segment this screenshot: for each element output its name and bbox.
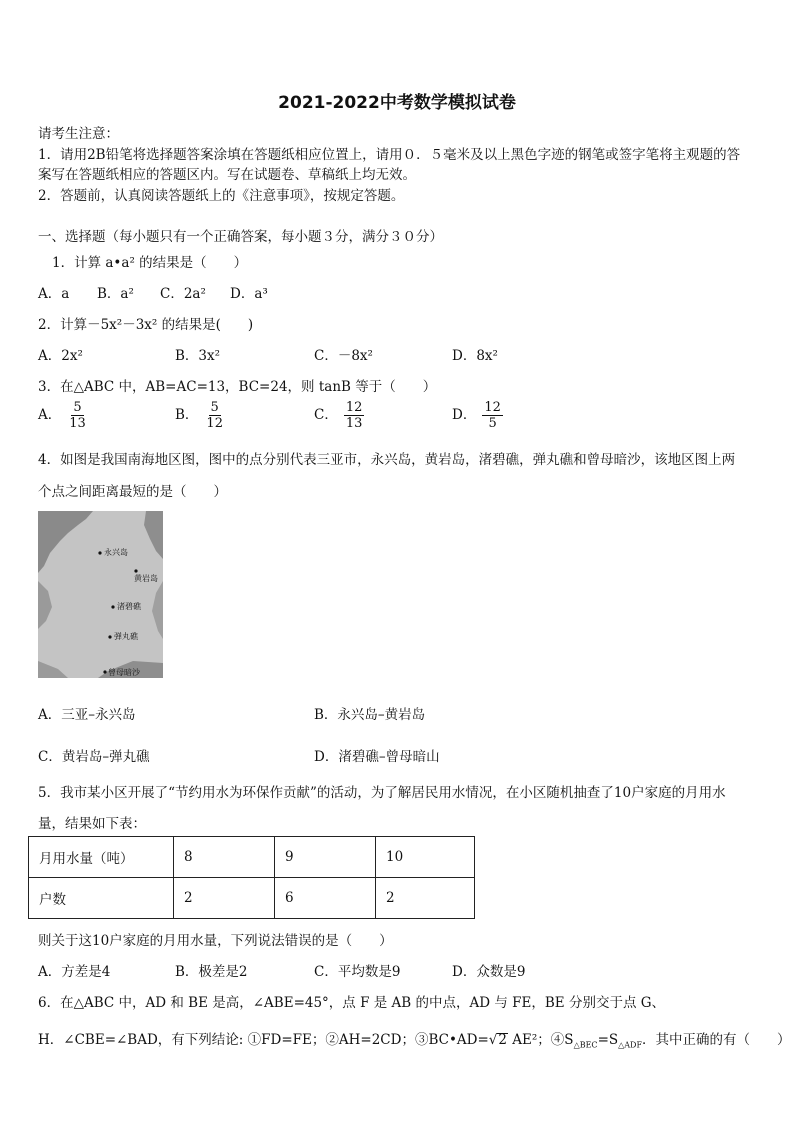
fraction: $\frac{5}{13}$ bbox=[69, 400, 86, 431]
q4-stem-line1: 4．如图是我国南海地区图，图中的点分别代表三亚市，永兴岛，黄岩岛，渚碧礁，弹丸礁和曾母暗沙，该地区图上两 bbox=[38, 452, 736, 468]
table-row bbox=[29, 878, 475, 919]
q3-option-c: C． $\frac{12}{13}$ bbox=[314, 400, 363, 431]
q4-option-a: A．三亚–永兴岛 bbox=[38, 707, 136, 723]
q1-stem: 1．计算 a•a² 的结果是（ ） bbox=[52, 255, 248, 271]
q4-stem-line2: 个点之间距离最短的是（ ） bbox=[38, 484, 227, 500]
fraction: $\frac{5}{12}$ bbox=[206, 400, 223, 431]
q1-option-a: A．a bbox=[38, 286, 70, 302]
q3-stem: 3．在△ABC 中，AB=AC=13，BC=24，则 tanB 等于（ ） bbox=[38, 379, 437, 395]
section-heading: 一、选择题（每小题只有一个正确答案，每小题３分，满分３０分） bbox=[38, 229, 443, 245]
table-cell: 6 bbox=[275, 878, 376, 919]
map-label-huangyan: 黄岩岛 bbox=[134, 574, 158, 583]
table-cell: 10 bbox=[376, 837, 475, 878]
q2-option-d: D．8x² bbox=[452, 348, 498, 364]
point-yongxing bbox=[98, 551, 101, 554]
table-cell: 2 bbox=[174, 878, 275, 919]
fraction: $\frac{12}{13}$ bbox=[345, 400, 363, 431]
q5-option-d: D．众数是9 bbox=[452, 964, 526, 980]
q2-option-b: B．3x² bbox=[175, 348, 221, 364]
south-china-sea-map bbox=[38, 511, 163, 678]
notice-line2: 2．答题前，认真阅读答题纸上的《注意事项》，按规定答题。 bbox=[38, 188, 405, 204]
table-cell: 8 bbox=[174, 837, 275, 878]
map-label-danwan: 弹丸礁 bbox=[114, 632, 138, 641]
table-cell: 9 bbox=[275, 837, 376, 878]
q1-option-d: D．a³ bbox=[230, 286, 268, 302]
sqrt-symbol: √ bbox=[488, 1032, 498, 1048]
q4-option-b: B．永兴岛–黄岩岛 bbox=[314, 707, 426, 723]
q4-option-d: D．渚碧礁–曾母暗山 bbox=[314, 749, 440, 765]
fraction: $\frac{12}{5}$ bbox=[484, 400, 501, 431]
map-label-zhubi: 渚碧礁 bbox=[117, 602, 141, 611]
q5-stem-line1: 5．我市某小区开展了“节约用水为环保作贡献”的活动，为了解居民用水情况，在小区随机抽查了10户家庭的月用水 bbox=[38, 785, 726, 801]
q5-question: 则关于这10户家庭的月用水量，下列说法错误的是（ ） bbox=[38, 933, 393, 949]
q5-option-c: C．平均数是9 bbox=[314, 964, 401, 980]
notice-line1a: 1．请用2B铅笔将选择题答案涂填在答题纸相应位置上，请用０．５毫米及以上黑色字迹的钢笔或签字笔将主观题的答 bbox=[38, 147, 741, 163]
notice-heading: 请考生注意： bbox=[38, 126, 119, 142]
q4-option-c: C．黄岩岛–弹丸礁 bbox=[38, 749, 150, 765]
table-row bbox=[29, 837, 475, 878]
q1-option-b: B．a² bbox=[97, 286, 134, 302]
map-label-yongxing: 永兴岛 bbox=[104, 548, 128, 557]
q3-option-a: A． $\frac{5}{13}$ bbox=[38, 400, 86, 431]
q5-stem-line2: 量，结果如下表： bbox=[38, 816, 146, 832]
q5-option-a: A．方差是4 bbox=[38, 964, 111, 980]
table-cell: 2 bbox=[376, 878, 475, 919]
q2-stem: 2．计算－5x²－3x² 的结果是( ) bbox=[38, 317, 254, 333]
q5-option-b: B．极差是2 bbox=[175, 964, 248, 980]
point-zhubi bbox=[111, 605, 114, 608]
q3-option-b: B． $\frac{5}{12}$ bbox=[175, 400, 223, 431]
page-title: 2021-2022中考数学模拟试卷 bbox=[278, 93, 516, 113]
q1-option-c: C．2a² bbox=[160, 286, 206, 302]
q6-stem-line2: H．∠CBE=∠BAD，有下列结论: ①FD=FE；②AH=2CD；③BC•AD=√2 AE²；$④S_{\triangle BEC}=S_{\triangle ADF}$．其中正确的有（ ） bbox=[38, 1032, 791, 1050]
water-usage-table bbox=[28, 836, 475, 919]
q2-option-c: C．－8x² bbox=[314, 348, 373, 364]
table-cell: 户数 bbox=[29, 878, 174, 919]
map-label-zengmu: 曾母暗沙 bbox=[108, 668, 140, 677]
point-danwan bbox=[108, 635, 111, 638]
q6-stem-line1: 6．在△ABC 中，AD 和 BE 是高，∠ABE=45°，点 F 是 AB 的中点，AD 与 FE，BE 分别交于点 G、 bbox=[38, 995, 666, 1011]
map-graphic bbox=[38, 511, 163, 678]
q2-option-a: A．2x² bbox=[38, 348, 83, 364]
notice-line1b: 案写在答题纸相应的答题区内。写在试题卷、草稿纸上均无效。 bbox=[38, 167, 416, 183]
point-zengmu bbox=[103, 670, 106, 673]
table-cell: 月用水量（吨） bbox=[29, 837, 174, 878]
q3-option-d: D． $\frac{12}{5}$ bbox=[452, 400, 501, 431]
